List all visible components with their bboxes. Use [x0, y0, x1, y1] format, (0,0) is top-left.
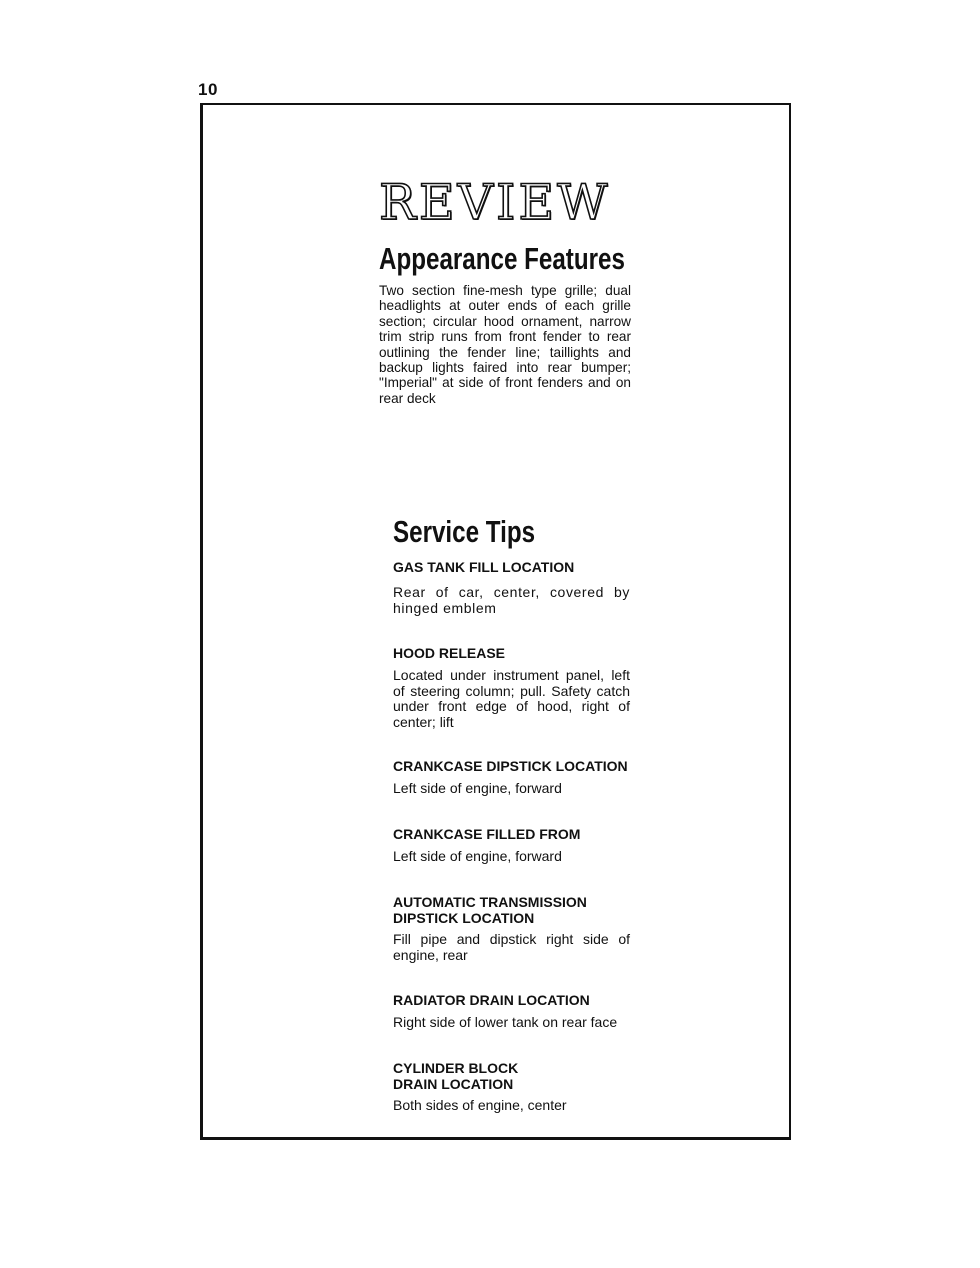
- tip-text: Fill pipe and dipstick right side of engine, rear: [393, 931, 630, 963]
- tip-title: CYLINDER BLOCK DRAIN LOCATION: [393, 1060, 519, 1092]
- service-tips-heading: Service Tips: [393, 514, 536, 549]
- tip-text: Rear of car, center, covered by hinged emblem: [393, 584, 630, 616]
- review-title: REVIEW: [379, 174, 611, 231]
- tip-text: Left side of engine, forward: [393, 780, 562, 796]
- tip-title: AUTOMATIC TRANSMISSION DIPSTICK LOCATION: [393, 894, 587, 926]
- tip-title: HOOD RELEASE: [393, 645, 506, 661]
- tip-text: Located under instrument panel, left of steering column; pull. Safety catch under front edge of hood, right of center; lift: [393, 667, 630, 730]
- appearance-text: Two section fine-mesh type grille; dual headlights at outer ends of each grille section; circular hood ornament, narrow trim strip runs from front fender to rear outlining the fender line; taillights and backup lights faired into rear bumper; "Imperial" at side of front fenders and on rear deck: [379, 283, 631, 406]
- page-number: 10: [198, 80, 218, 99]
- tip-title: RADIATOR DRAIN LOCATION: [393, 992, 590, 1008]
- tip-text: Both sides of engine, center: [393, 1097, 567, 1113]
- tip-text: Right side of lower tank on rear face: [393, 1014, 618, 1030]
- tip-title: CRANKCASE FILLED FROM: [393, 826, 581, 842]
- appearance-heading: Appearance Features: [379, 241, 625, 276]
- tip-title: GAS TANK FILL LOCATION: [393, 559, 575, 575]
- tip-title: CRANKCASE DIPSTICK LOCATION: [393, 758, 628, 774]
- tip-text: Left side of engine, forward: [393, 848, 562, 864]
